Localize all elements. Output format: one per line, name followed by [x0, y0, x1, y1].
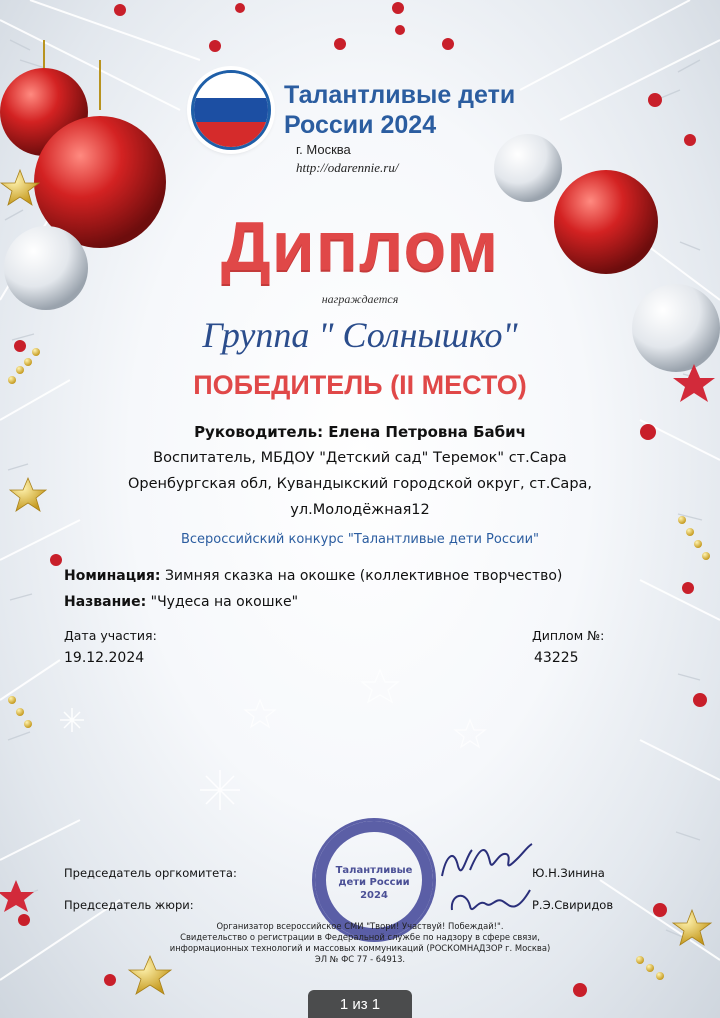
seal-year: 2024: [360, 890, 388, 901]
work-name-label: Название:: [64, 594, 147, 610]
organization-line-1: Воспитатель, МБДОУ "Детский сад" Теремок" ст.Сара: [153, 450, 567, 466]
nomination-value: Зимняя сказка на окошке (коллективное творчество): [164, 568, 563, 584]
recipient-name: Группа " Солнышко": [202, 315, 518, 355]
seal-line-1: Талантливые: [335, 865, 413, 876]
nomination-field: [64, 568, 562, 584]
jury-signature: [446, 884, 536, 924]
organization-line-3: ул.Молодёжная12: [290, 502, 430, 518]
footer-line-1: Организатор всероссийское СМИ "Твори! Участвуй! Побеждай!".: [216, 921, 504, 931]
date-label: Дата участия:: [64, 628, 157, 643]
brand-line-2: России 2024: [284, 111, 437, 139]
diploma-number-value: 43225: [534, 650, 579, 666]
date-value: 19.12.2024: [64, 650, 145, 666]
work-name-value: "Чудеса на окошке": [150, 594, 299, 610]
brand-title: [284, 80, 584, 140]
seal-line-2: дети России: [338, 877, 410, 888]
organization-line-2: Оренбургская обл, Кувандыкский городской округ, ст.Сара,: [127, 476, 593, 492]
page-counter: 1 из 1: [308, 990, 412, 1018]
footer-legal-info: [160, 921, 560, 965]
russia-flag-logo-icon: [191, 70, 271, 150]
footer-line-2: Свидетельство о регистрации в Федеральной службе по надзору в сфере связи,: [180, 932, 540, 942]
place-result: ПОБЕДИТЕЛЬ (II МЕСТО): [193, 370, 527, 400]
work-name-field: [64, 594, 298, 610]
jury-label: Председатель жюри:: [64, 898, 194, 912]
orgcommittee-label: Председатель оргкомитета:: [64, 866, 237, 880]
site-url: http://odarennie.ru/: [296, 160, 399, 175]
contest-name: Всероссийский конкурс "Талантливые дети России": [180, 532, 540, 547]
brand-line-1: Талантливые дети: [284, 81, 516, 109]
city-label: г. Москва: [296, 142, 351, 157]
leader-line: Руководитель: Елена Петровна Бабич: [194, 423, 526, 441]
awarded-label: награждается: [321, 292, 399, 306]
diploma-title: Диплом: [220, 207, 500, 285]
diploma-number-label: Диплом №:: [532, 628, 605, 643]
nomination-label: Номинация:: [64, 568, 161, 584]
footer-line-3: информационных технологий и массовых коммуникаций (РОСКОМНАДЗОР г. Москва): [169, 943, 551, 953]
footer-line-4: ЭЛ № ФС 77 - 64913.: [314, 954, 406, 964]
orgcommittee-name: Ю.Н.Зинина: [532, 866, 605, 880]
jury-name: Р.Э.Свиридов: [532, 898, 614, 912]
